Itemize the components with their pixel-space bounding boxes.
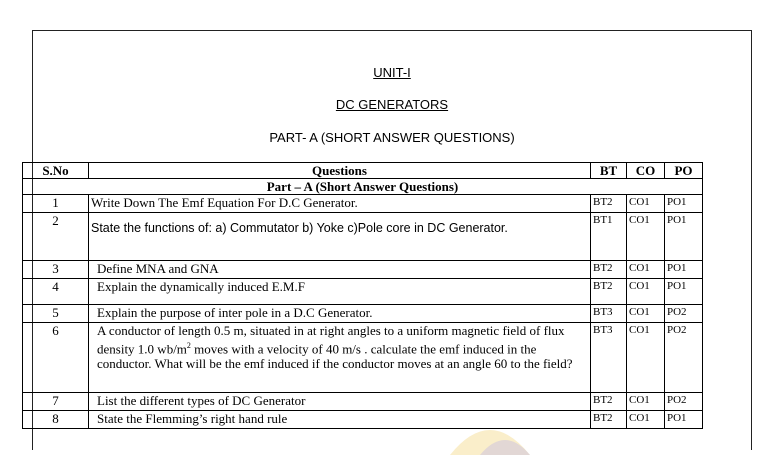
row-question: A conductor of length 0.5 m, situated in at right angles to a uniform magnetic field of flux density 1.0 $wb/m^2$ moves with a velocity of 40 m/s . calculate the emf induced in the conductor. What will be the emf induced if the conductor moves at an angle 60 to the field? xyxy=(89,323,591,393)
row-bt: BT2 xyxy=(591,393,627,411)
row-co: CO1 xyxy=(627,411,665,429)
table-row xyxy=(23,213,703,261)
row-sno: 2 xyxy=(23,213,89,261)
subject-heading: DC GENERATORS xyxy=(335,97,449,112)
table-row xyxy=(23,279,703,305)
row-bt: BT2 xyxy=(591,279,627,305)
row-po: PO1 xyxy=(665,279,703,305)
row-co: CO1 xyxy=(627,213,665,261)
header-bt: BT xyxy=(591,163,627,179)
header-co: CO xyxy=(627,163,665,179)
row-sno: 6 xyxy=(23,323,89,393)
row-question: State the functions of: a) Commutator b) Yoke c)Pole core in DC Generator. xyxy=(89,213,591,261)
row-question: State the Flemming’s right hand rule xyxy=(89,411,591,429)
row-co: CO1 xyxy=(627,393,665,411)
row-question: Explain the dynamically induced E.M.F xyxy=(89,279,591,305)
row-co: CO1 xyxy=(627,305,665,323)
row-co: CO1 xyxy=(627,323,665,393)
table-row xyxy=(23,393,703,411)
table-row xyxy=(23,305,703,323)
row-po: PO2 xyxy=(665,305,703,323)
row-po: PO1 xyxy=(665,411,703,429)
row-po: PO2 xyxy=(665,323,703,393)
row-bt: BT2 xyxy=(591,261,627,279)
row-po: PO1 xyxy=(665,213,703,261)
row-co: CO1 xyxy=(627,279,665,305)
unit-heading: UNIT-I xyxy=(373,65,411,80)
table-header-row xyxy=(23,163,703,179)
part-heading: PART- A (SHORT ANSWER QUESTIONS) xyxy=(269,130,515,145)
row-po: PO1 xyxy=(665,195,703,213)
row-sno: 5 xyxy=(23,305,89,323)
header-po: PO xyxy=(665,163,703,179)
row-question: List the different types of DC Generator xyxy=(89,393,591,411)
table-row xyxy=(23,261,703,279)
row-sno: 8 xyxy=(23,411,89,429)
row-question: Define MNA and GNA xyxy=(89,261,591,279)
row-co: CO1 xyxy=(627,261,665,279)
row-bt: BT3 xyxy=(591,305,627,323)
row-sno: 7 xyxy=(23,393,89,411)
header-questions: Questions xyxy=(89,163,591,179)
row-question: Write Down The Emf Equation For D.C Generator. xyxy=(89,195,591,213)
table-row xyxy=(23,323,703,393)
row-sno: 1 xyxy=(23,195,89,213)
section-row xyxy=(23,179,703,195)
row-bt: BT2 xyxy=(591,195,627,213)
row-sno: 3 xyxy=(23,261,89,279)
row-question: Explain the purpose of inter pole in a D.C Generator. xyxy=(89,305,591,323)
questions-table xyxy=(22,162,703,429)
section-title: Part – A (Short Answer Questions) xyxy=(23,179,703,195)
row-sno: 4 xyxy=(23,279,89,305)
row-co: CO1 xyxy=(627,195,665,213)
row-po: PO1 xyxy=(665,261,703,279)
table-row xyxy=(23,195,703,213)
row-bt: BT1 xyxy=(591,213,627,261)
row-bt: BT3 xyxy=(591,323,627,393)
header-sno: S.No xyxy=(23,163,89,179)
row-po: PO2 xyxy=(665,393,703,411)
table-row xyxy=(23,411,703,429)
row-bt: BT2 xyxy=(591,411,627,429)
